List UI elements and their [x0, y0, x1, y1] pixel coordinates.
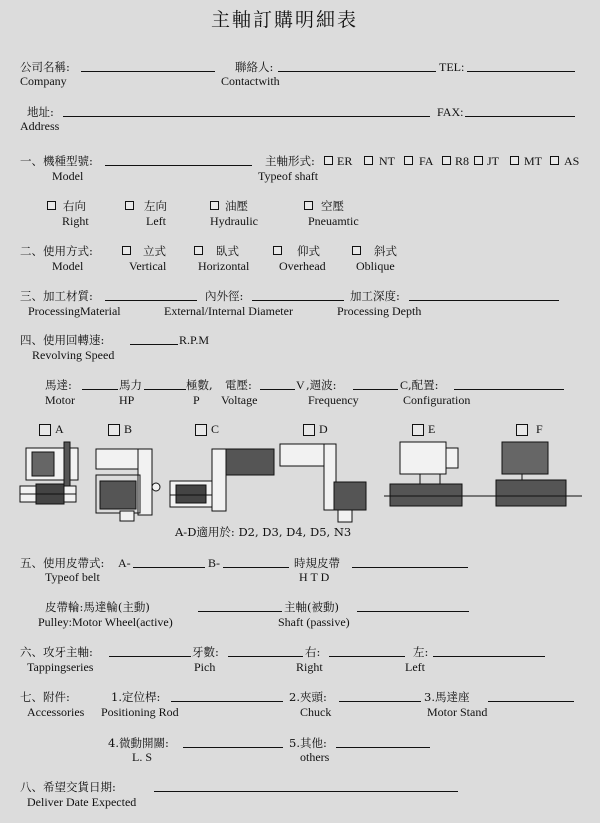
dir-hydraulic-zh: 油壓	[225, 199, 248, 213]
use-horizontal-en: Horizontal	[198, 259, 250, 273]
acc-1-label: 1.定位桿:	[111, 690, 161, 704]
dir-right-zh: 右向	[63, 199, 86, 213]
belt-a-field[interactable]	[133, 567, 205, 568]
s4-rpm-label: 四、使用回轉速:	[20, 333, 105, 347]
shaft-type-label-en: Typeof shaft	[258, 169, 319, 183]
dir-hydraulic-checkbox[interactable]	[210, 201, 219, 210]
s6-heading: 六、攻牙主軸:	[20, 645, 93, 659]
shaft-type-nt-checkbox[interactable]	[364, 156, 373, 165]
dir-pneumatic-checkbox[interactable]	[304, 201, 313, 210]
acc-2-label-en: Chuck	[300, 705, 332, 719]
use-oblique-en: Oblique	[356, 259, 395, 273]
pitch-label: 牙數:	[192, 645, 219, 659]
hp-field[interactable]	[144, 389, 186, 390]
htd-label: 時規皮帶	[294, 556, 340, 570]
form-title: 主軸訂購明細表	[211, 9, 359, 31]
shaft-type-nt-label: NT	[379, 154, 395, 168]
use-overhead-en: Overhead	[279, 259, 326, 273]
contact-label: 聯絡人:	[235, 60, 274, 74]
acc-2-label: 2.夾頭:	[289, 690, 327, 704]
pole-label-en: P	[193, 393, 200, 407]
delivery-date-field[interactable]	[154, 791, 458, 792]
config-a-checkbox[interactable]	[39, 424, 51, 436]
shaft-pulley-label: 主軸(被動)	[284, 600, 339, 614]
config-d-checkbox[interactable]	[303, 424, 315, 436]
shaft-pulley-field[interactable]	[357, 611, 469, 612]
freq-label: ,週波:	[306, 378, 337, 392]
motor-stand-field[interactable]	[488, 701, 574, 702]
diameter-field[interactable]	[252, 300, 344, 301]
frequency-field[interactable]	[353, 389, 398, 390]
address-label-en: Address	[20, 119, 60, 133]
s4-rpm-en: Revolving Speed	[32, 348, 115, 362]
shaft-type-fa-label: FA	[419, 154, 434, 168]
dir-pneumatic-en: Pneuamtic	[308, 214, 359, 228]
dir-pneumatic-zh: 空壓	[321, 199, 344, 213]
voltage-label-en: Voltage	[221, 393, 258, 407]
right-field[interactable]	[329, 656, 405, 657]
freq-unit: C	[400, 378, 409, 392]
fax-label: FAX:	[437, 105, 464, 119]
acc-1-label-en: Positioning Rod	[101, 705, 179, 719]
htd-field[interactable]	[352, 567, 468, 568]
shaft-type-as-label: AS	[564, 154, 580, 168]
config-a-diagram	[18, 440, 84, 510]
acc-4-label: 4.微動開關:	[108, 736, 169, 750]
tel-label: TEL:	[439, 60, 465, 74]
motor-label-en: Motor	[45, 393, 75, 407]
others-field[interactable]	[336, 747, 430, 748]
s3-depth-en: Processing Depth	[337, 304, 422, 318]
acc-5-label: 5.其他:	[289, 736, 327, 750]
shaft-type-er-checkbox[interactable]	[324, 156, 333, 165]
acc-5-label-en: others	[300, 750, 330, 764]
depth-field[interactable]	[409, 300, 559, 301]
shaft-type-jt-checkbox[interactable]	[474, 156, 483, 165]
pulley-label-en: Pulley:Motor Wheel(active)	[38, 615, 173, 629]
config-f-diagram	[482, 440, 582, 512]
htd-label-en: H T D	[299, 570, 330, 584]
address-field[interactable]	[63, 116, 430, 117]
dir-hydraulic-en: Hydraulic	[210, 214, 258, 228]
s3-material-en: ProcessingMaterial	[28, 304, 121, 318]
dir-left-checkbox[interactable]	[125, 201, 134, 210]
config-label-en: Configuration	[403, 393, 471, 407]
s7-heading-en: Accessories	[27, 705, 85, 719]
s1-heading: 一、機種型號:	[20, 154, 93, 168]
s6-heading-en: Tappingseries	[27, 660, 94, 674]
use-horizontal-zh: 臥式	[216, 244, 239, 258]
right-label: 右:	[305, 645, 321, 659]
config-c-label: C	[211, 422, 220, 436]
acc-4-label-en: L. S	[132, 750, 153, 764]
config-e-diagram	[380, 440, 490, 512]
model-field[interactable]	[105, 165, 252, 166]
contact-label-en: Contactwith	[221, 74, 280, 88]
positioning-rod-field[interactable]	[171, 701, 283, 702]
motor-wheel-field[interactable]	[198, 611, 282, 612]
acc-3-label-en: Motor Stand	[427, 705, 488, 719]
shaft-type-mt-label: MT	[524, 154, 542, 168]
shaft-type-er-label: ER	[337, 154, 353, 168]
s7-heading: 七、附件:	[20, 690, 70, 704]
left-label: 左:	[413, 645, 429, 659]
use-overhead-checkbox[interactable]	[273, 246, 282, 255]
config-f-checkbox[interactable]	[516, 424, 528, 436]
acc-3-label: 3.馬達座	[424, 690, 470, 704]
freq-label-en: Frequency	[308, 393, 359, 407]
shaft-type-mt-checkbox[interactable]	[510, 156, 519, 165]
config-note: A-D適用於: D2, D3, D4, D5, N3	[175, 525, 352, 539]
shaft-type-r8-label: R8	[455, 154, 470, 168]
config-e-checkbox[interactable]	[412, 424, 424, 436]
config-label: ,配置:	[408, 378, 439, 392]
s5-heading: 五、使用皮帶式:	[20, 556, 105, 570]
s8-heading-en: Deliver Date Expected	[27, 795, 137, 809]
s3-material-label: 三、加工材質:	[20, 289, 93, 303]
fax-field[interactable]	[465, 116, 575, 117]
s3-diam-en: External/Internal Diameter	[164, 304, 293, 318]
s2-heading: 二、使用方式:	[20, 244, 93, 258]
belt-label-en: Typeof belt	[45, 570, 100, 584]
voltage-unit: V	[296, 378, 305, 392]
s3-depth-label: 加工深度:	[350, 289, 400, 303]
belt-a-label: A-	[118, 556, 131, 570]
config-b-diagram	[92, 445, 162, 523]
config-a-label: A	[55, 422, 64, 436]
config-b-checkbox[interactable]	[108, 424, 120, 436]
use-overhead-zh: 仰式	[297, 244, 320, 258]
use-oblique-zh: 斜式	[374, 244, 397, 258]
pitch-field[interactable]	[228, 656, 303, 657]
limit-switch-field[interactable]	[183, 747, 283, 748]
use-vertical-checkbox[interactable]	[122, 246, 131, 255]
motor-label: 馬達:	[45, 378, 72, 392]
config-b-label: B	[124, 422, 133, 436]
left-field[interactable]	[433, 656, 545, 657]
use-oblique-checkbox[interactable]	[352, 246, 361, 255]
left-label-en: Left	[405, 660, 425, 674]
pole-label: 極數,	[186, 378, 213, 392]
contact-field[interactable]	[278, 71, 436, 72]
tapping-field[interactable]	[109, 656, 191, 657]
company-label-en: Company	[20, 74, 67, 88]
belt-b-field[interactable]	[223, 567, 289, 568]
hp-label: 馬力	[119, 378, 142, 392]
belt-b-label: B-	[208, 556, 220, 570]
shaft-type-label: 主軸形式:	[265, 154, 315, 168]
company-label: 公司名稱:	[20, 60, 70, 74]
config-field[interactable]	[454, 389, 564, 390]
config-d-diagram	[276, 440, 372, 525]
dir-right-en: Right	[62, 214, 89, 228]
chuck-field[interactable]	[339, 701, 421, 702]
s2-model-en: Model	[52, 259, 84, 273]
s3-diam-label: 內外徑:	[205, 289, 244, 303]
shaft-type-fa-checkbox[interactable]	[404, 156, 413, 165]
shaft-type-r8-checkbox[interactable]	[442, 156, 451, 165]
tel-field[interactable]	[467, 71, 575, 72]
dir-right-checkbox[interactable]	[47, 201, 56, 210]
config-d-label: D	[319, 422, 328, 436]
rpm-field[interactable]	[130, 344, 178, 345]
use-vertical-zh: 立式	[143, 244, 166, 258]
s4-rpm-unit: R.P.M	[179, 333, 210, 347]
address-label: 地址:	[27, 105, 54, 119]
config-c-diagram	[166, 445, 282, 515]
pulley-label: 皮帶輪:馬達輪(主動)	[45, 600, 150, 614]
motor-field[interactable]	[82, 389, 118, 390]
voltage-field[interactable]	[260, 389, 295, 390]
company-field[interactable]	[81, 71, 215, 72]
pitch-label-en: Pich	[194, 660, 216, 674]
config-c-checkbox[interactable]	[195, 424, 207, 436]
dir-left-en: Left	[146, 214, 166, 228]
config-f-label: F	[536, 422, 543, 436]
hp-label-en: HP	[119, 393, 135, 407]
shaft-type-jt-label: JT	[487, 154, 499, 168]
voltage-label: 電壓:	[225, 378, 252, 392]
material-field[interactable]	[105, 300, 197, 301]
s8-heading: 八、希望交貨日期:	[20, 780, 116, 794]
right-label-en: Right	[296, 660, 323, 674]
dir-left-zh: 左向	[144, 199, 167, 213]
shaft-type-as-checkbox[interactable]	[550, 156, 559, 165]
shaft-pulley-label-en: Shaft (passive)	[278, 615, 350, 629]
use-horizontal-checkbox[interactable]	[194, 246, 203, 255]
s1-model-en: Model	[52, 169, 84, 183]
config-e-label: E	[428, 422, 436, 436]
use-vertical-en: Vertical	[129, 259, 167, 273]
